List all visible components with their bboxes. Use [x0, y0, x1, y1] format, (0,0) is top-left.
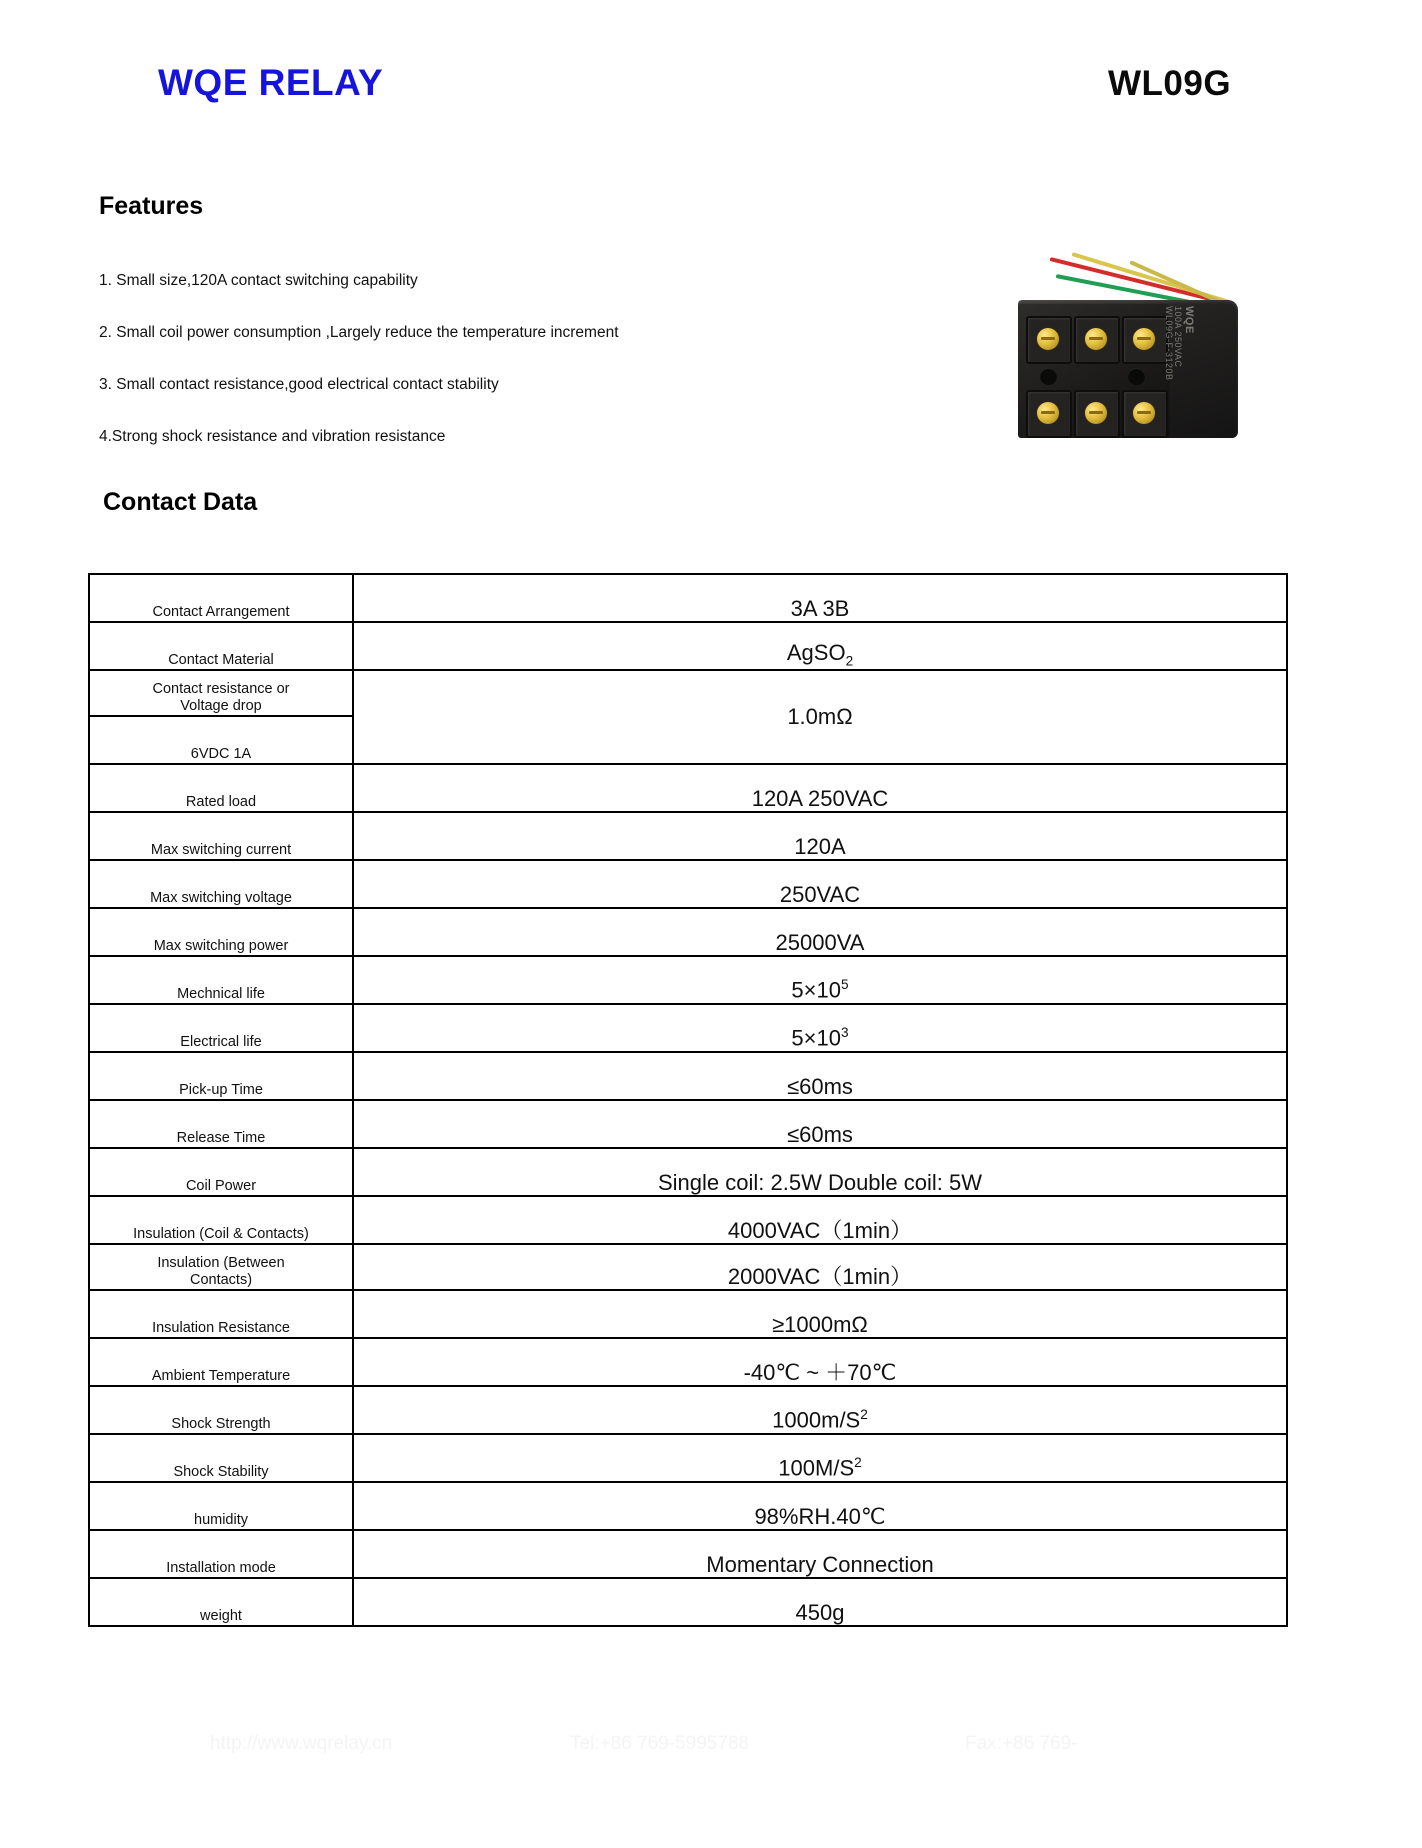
- row-value: 98%RH.40℃: [353, 1482, 1287, 1530]
- screw-terminal-icon: [1133, 402, 1155, 424]
- footer-fax: Fax:+86 769-: [965, 1733, 1078, 1754]
- screw-terminal-icon: [1085, 402, 1107, 424]
- contact-data-heading: Contact Data: [103, 488, 258, 516]
- table-row: [89, 1290, 1287, 1338]
- screw-terminal-icon: [1037, 402, 1059, 424]
- row-value: [353, 1434, 1287, 1482]
- row-label: [89, 1244, 353, 1290]
- relay-body: [1018, 300, 1238, 438]
- row-value-text: 1000m/S: [772, 1407, 861, 1433]
- row-value: [353, 1386, 1287, 1434]
- row-label: Max switching voltage: [89, 860, 353, 908]
- row-value: Momentary Connection: [353, 1530, 1287, 1578]
- row-value: 1.0mΩ: [353, 670, 1287, 764]
- row-label: Installation mode: [89, 1530, 353, 1578]
- table-row: [89, 1148, 1287, 1196]
- row-label: Rated load: [89, 764, 353, 812]
- row-value: 120A 250VAC: [353, 764, 1287, 812]
- row-label: Contact Material: [89, 622, 353, 670]
- row-value: 25000VA: [353, 908, 1287, 956]
- row-label: [89, 670, 353, 716]
- row-value-text: 5×10: [791, 977, 841, 1003]
- table-row: [89, 1530, 1287, 1578]
- row-label: Release Time: [89, 1100, 353, 1148]
- row-label: weight: [89, 1578, 353, 1626]
- row-value-superscript: 3: [840, 1025, 849, 1041]
- page-header: [0, 62, 1422, 122]
- row-label: Insulation (Coil & Contacts): [89, 1196, 353, 1244]
- row-label: Shock Stability: [89, 1434, 353, 1482]
- table-row: [89, 1244, 1287, 1290]
- row-label-line2: Voltage drop: [180, 697, 262, 714]
- table-row: [89, 1434, 1287, 1482]
- relay-label-model: WL09G-F-3120B: [1164, 306, 1175, 381]
- table-row: [89, 956, 1287, 1004]
- row-label: Coil Power: [89, 1148, 353, 1196]
- table-row: [89, 670, 1287, 716]
- row-label: 6VDC 1A: [89, 716, 353, 764]
- row-value: [353, 1004, 1287, 1052]
- row-value-text: 100M/S: [778, 1455, 855, 1481]
- row-label: Mechnical life: [89, 956, 353, 1004]
- relay-case-label: [1066, 306, 1195, 381]
- row-value: ≤60ms: [353, 1100, 1287, 1148]
- row-label-line1: Insulation (Between: [157, 1254, 285, 1271]
- table-row: [89, 812, 1287, 860]
- row-value-superscript: 5: [840, 977, 849, 993]
- row-value: 120A: [353, 812, 1287, 860]
- footer-website[interactable]: http://www.wqrelay.cn: [210, 1733, 393, 1754]
- table-row: [89, 622, 1287, 670]
- list-item: 4.Strong shock resistance and vibration resistance: [99, 428, 446, 446]
- mounting-hole: [1040, 368, 1057, 385]
- table-row: [89, 908, 1287, 956]
- row-value: 3A 3B: [353, 574, 1287, 622]
- features-list: [99, 272, 839, 480]
- table-row: [89, 1052, 1287, 1100]
- row-label: Contact Arrangement: [89, 574, 353, 622]
- brand-title: WQE RELAY: [158, 62, 384, 103]
- row-value-superscript: 2: [860, 1407, 868, 1423]
- table-row: [89, 764, 1287, 812]
- row-label: Ambient Temperature: [89, 1338, 353, 1386]
- list-item: 1. Small size,120A contact switching capability: [99, 272, 418, 289]
- terminal-slot: [1122, 390, 1168, 438]
- relay-label-rating: 100A 250VAC: [1173, 306, 1184, 368]
- table-row: [89, 860, 1287, 908]
- table-row: [89, 1482, 1287, 1530]
- row-label: Insulation Resistance: [89, 1290, 353, 1338]
- row-value-superscript: 2: [854, 1455, 862, 1471]
- list-item: 3. Small contact resistance,good electrical contact stability: [99, 376, 499, 394]
- page-footer: [0, 1733, 1422, 1783]
- features-heading: Features: [99, 192, 204, 220]
- table-row: [89, 1578, 1287, 1626]
- row-label-line1: Contact resistance or: [152, 680, 290, 697]
- row-value-text: AgSO: [786, 639, 846, 665]
- row-value-subscript: 2: [845, 653, 854, 669]
- footer-telephone: Tel:+86 769-5995788: [570, 1733, 750, 1754]
- relay-product-photo: [1000, 232, 1254, 452]
- table-row: [89, 1004, 1287, 1052]
- row-value: ≥1000mΩ: [353, 1290, 1287, 1338]
- table-row: [89, 1338, 1287, 1386]
- row-label: Pick-up Time: [89, 1052, 353, 1100]
- row-label: Shock Strength: [89, 1386, 353, 1434]
- row-value: -40℃ ~ ＋70℃: [353, 1338, 1287, 1386]
- row-value: 450g: [353, 1578, 1287, 1626]
- terminal-slot: [1074, 390, 1120, 438]
- relay-label-brand: WQE: [1183, 306, 1195, 334]
- row-label-line2: Contacts): [189, 1271, 253, 1288]
- row-value: 4000VAC（1min）: [353, 1196, 1287, 1244]
- list-item: 2. Small coil power consumption ,Largely reduce the temperature increment: [99, 324, 619, 342]
- row-value: 250VAC: [353, 860, 1287, 908]
- table-row: [89, 1386, 1287, 1434]
- row-value: ≤60ms: [353, 1052, 1287, 1100]
- row-label: Electrical life: [89, 1004, 353, 1052]
- contact-data-table: [88, 573, 1288, 1627]
- model-title: WL09G: [1108, 64, 1232, 103]
- table-row: [89, 574, 1287, 622]
- row-value: [353, 622, 1287, 670]
- row-value: Single coil: 2.5W Double coil: 5W: [353, 1148, 1287, 1196]
- row-label: humidity: [89, 1482, 353, 1530]
- table-row: [89, 1100, 1287, 1148]
- screw-terminal-icon: [1037, 328, 1059, 350]
- row-label: Max switching power: [89, 908, 353, 956]
- row-value-text: 5×10: [791, 1025, 841, 1051]
- terminal-slot: [1026, 390, 1072, 438]
- row-label: Max switching current: [89, 812, 353, 860]
- row-value: [353, 956, 1287, 1004]
- row-value: 2000VAC（1min）: [353, 1244, 1287, 1290]
- table-row: [89, 1196, 1287, 1244]
